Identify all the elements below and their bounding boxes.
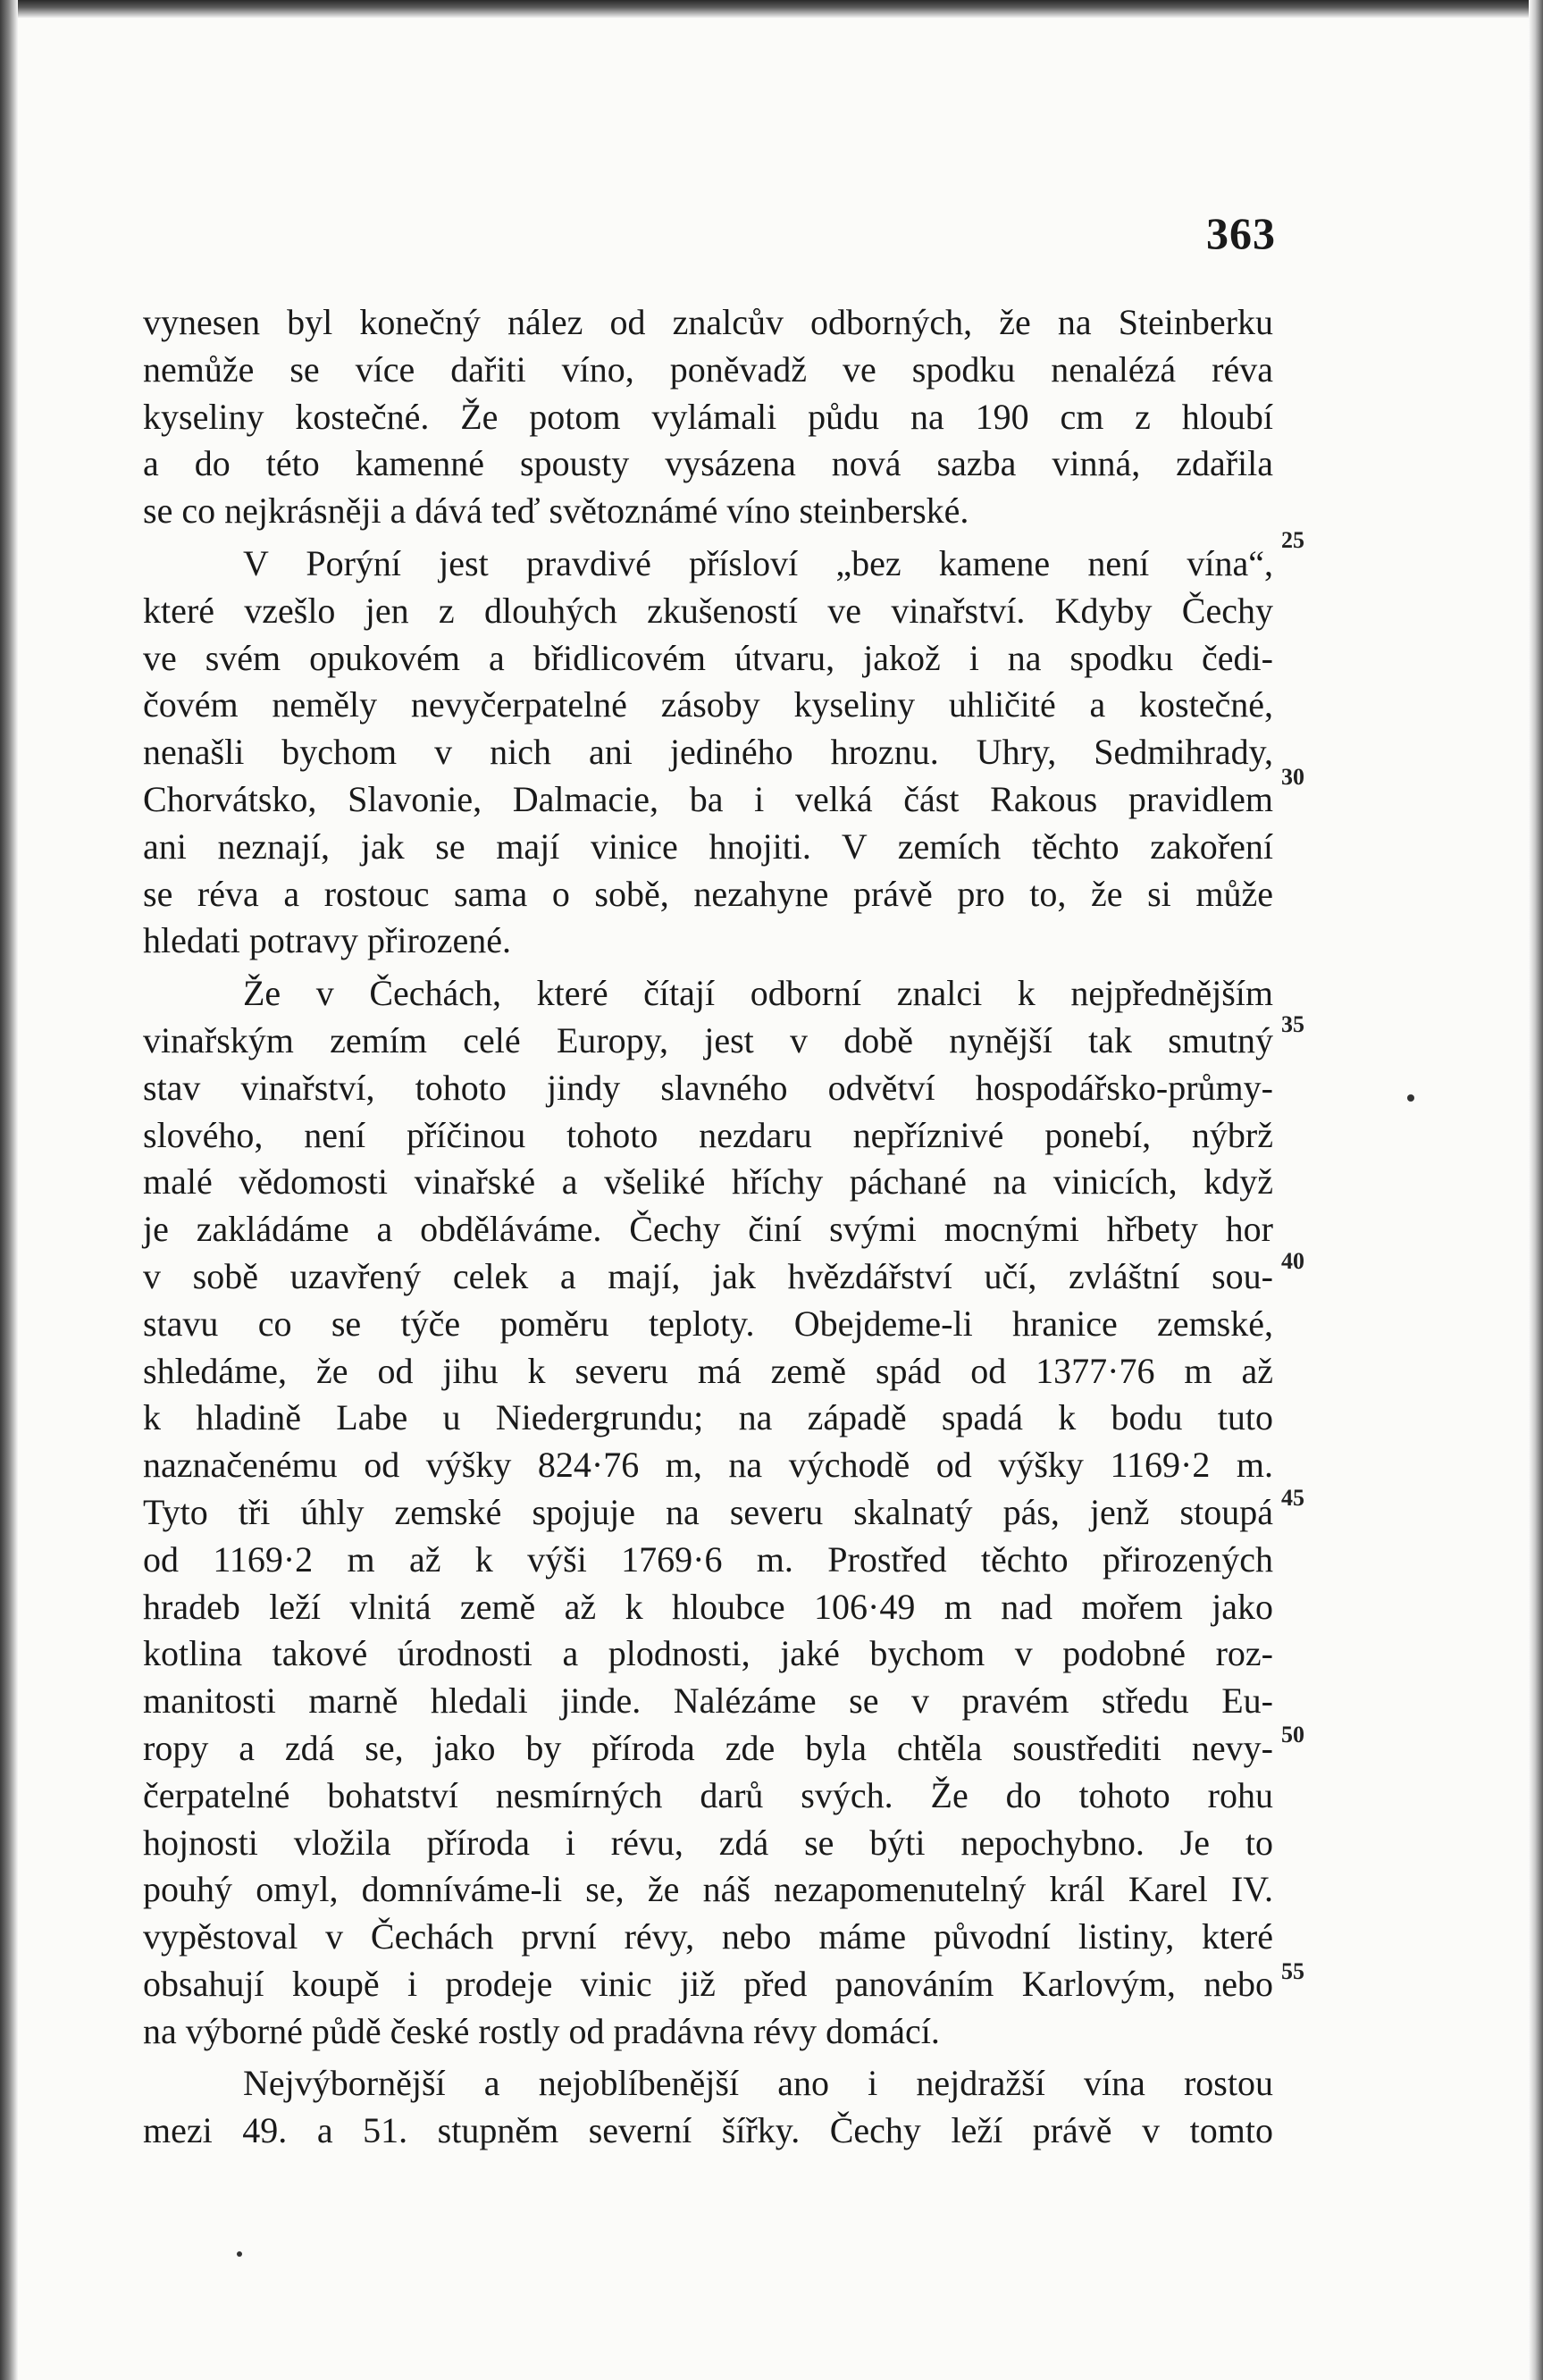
scan-border-left: [0, 0, 18, 2380]
text-line: vypěstoval v Čechách první révy, nebo máme původní listiny, které: [143, 1916, 1273, 1957]
text-line: nemůže se více dařiti víno, poněvadž ve spodku nenalézá réva: [143, 348, 1273, 390]
line-number: 40: [1281, 1248, 1304, 1274]
text-line: shledáme, že od jihu k severu má země spád od 1377·76 m až: [143, 1350, 1273, 1391]
scan-border-right: [1529, 0, 1543, 2380]
text-line: se co nejkrásněji a dává teď světoznámé víno steinberské.: [143, 490, 969, 532]
text-line: pouhý omyl, domníváme-li se, že náš nezapomenutelný král Karel IV.: [143, 1869, 1273, 1910]
text-line: čovém neměly nevyčerpatelné zásoby kyseliny uhličité a kostečné,: [143, 684, 1273, 725]
text-line: manitosti marně hledali jinde. Nalézáme se v pravém středu Eu-: [143, 1680, 1273, 1722]
text-line: a do této kamenné spousty vysázena nová sazba vinná, zdařila: [143, 443, 1273, 484]
text-line: vinařským zemím celé Europy, jest v době nynější tak smutný: [143, 1019, 1273, 1060]
text-line: malé vědomosti vinařské a všeliké hříchy páchané na vinicích, když: [143, 1161, 1273, 1203]
text-line: obsahují koupě i prodeje vinic již před panováním Karlovým, nebo: [143, 1963, 1273, 2004]
text-line: nenašli bychom v nich ani jediného hroznu. Uhry, Sedmihrady,: [143, 732, 1273, 773]
text-line: od 1169·2 m až k výši 1769·6 m. Prostřed těchto přirozených: [143, 1538, 1273, 1580]
text-line: na výborné půdě české rostly od pradávna révy domácí.: [143, 2010, 940, 2051]
text-line: čerpatelné bohatství nesmírných darů svých. Že do tohoto rohu: [143, 1774, 1273, 1815]
text-line: hojnosti vložila příroda i révu, zdá se býti nepochybno. Je to: [143, 1822, 1273, 1863]
text-line: mezi 49. a 51. stupněm severní šířky. Čechy leží právě v tomto: [143, 2110, 1273, 2151]
body-text: [143, 299, 1273, 2155]
text-line: v sobě uzavřený celek a mají, jak hvězdářství učí, zvláštní sou-: [143, 1255, 1273, 1296]
line-number: 25: [1281, 527, 1304, 553]
text-line: kotlina takové úrodnosti a plodnosti, jaké bychom v podobné roz-: [143, 1633, 1273, 1674]
text-line: se réva a rostouc sama o sobě, nezahyne právě pro to, že si může: [143, 873, 1273, 914]
text-line: které vzešlo jen z dlouhých zkušeností ve vinařství. Kdyby Čechy: [143, 590, 1273, 631]
line-number: 50: [1281, 1722, 1304, 1747]
text-line: ve svém opukovém a břidlicovém útvaru, jakož i na spodku čedi-: [143, 637, 1273, 678]
text-line: Tyto tři úhly zemské spojuje na severu skalnatý pás, jenž stoupá: [143, 1491, 1273, 1532]
page-number: 363: [1206, 208, 1276, 258]
text-line: Chorvátsko, Slavonie, Dalmacie, ba i velká část Rakous pravidlem: [143, 778, 1273, 819]
text-line: ropy a zdá se, jako by příroda zde byla chtěla soustřediti nevy-: [143, 1727, 1273, 1768]
text-line: slového, není příčinou tohoto nezdaru nepříznivé ponebí, nýbrž: [143, 1114, 1273, 1155]
text-line: ani neznají, jak se mají vinice hnojiti. V zemích těchto zakoření: [143, 825, 1273, 867]
text-line: kyseliny kostečné. Že potom vylámali půdu na 190 cm z hloubí: [143, 396, 1273, 437]
scan-speck: [237, 2251, 242, 2257]
text-line: stav vinařství, tohoto jindy slavného odvětví hospodářsko-průmy-: [143, 1067, 1273, 1108]
text-line: je zakládáme a obděláváme. Čechy činí svými mocnými hřbety hor: [143, 1209, 1273, 1250]
line-number: 55: [1281, 1958, 1304, 1984]
scan-speck: [1407, 1094, 1414, 1102]
scan-border-top: [0, 0, 1543, 18]
text-line: k hladině Labe u Niedergrundu; na západě spadá k bodu tuto: [143, 1397, 1273, 1438]
text-line: vynesen byl konečný nález od znalcův odborných, že na Steinberku: [143, 302, 1273, 342]
text-line: Že v Čechách, které čítají odborní znalci k nejpřednějším: [243, 973, 1273, 1014]
text-line: stavu co se týče poměru teploty. Obejdeme-li hranice zemské,: [143, 1303, 1273, 1344]
text-line: V Porýní jest pravdivé přísloví „bez kamene není vína“,: [243, 542, 1273, 583]
text-line: naznačenému od výšky 824·76 m, na východě od výšky 1169·2 m.: [143, 1445, 1273, 1486]
line-number: 30: [1281, 764, 1304, 790]
text-line: Nejvýbornější a nejoblíbenější ano i nejdražší vína rostou: [243, 2063, 1273, 2104]
line-number: 45: [1281, 1485, 1304, 1511]
text-line: hradeb leží vlnitá země až k hloubce 106·49 m nad mořem jako: [143, 1586, 1273, 1627]
line-number: 35: [1281, 1011, 1304, 1037]
text-line: hledati potravy přirozené.: [143, 920, 512, 961]
